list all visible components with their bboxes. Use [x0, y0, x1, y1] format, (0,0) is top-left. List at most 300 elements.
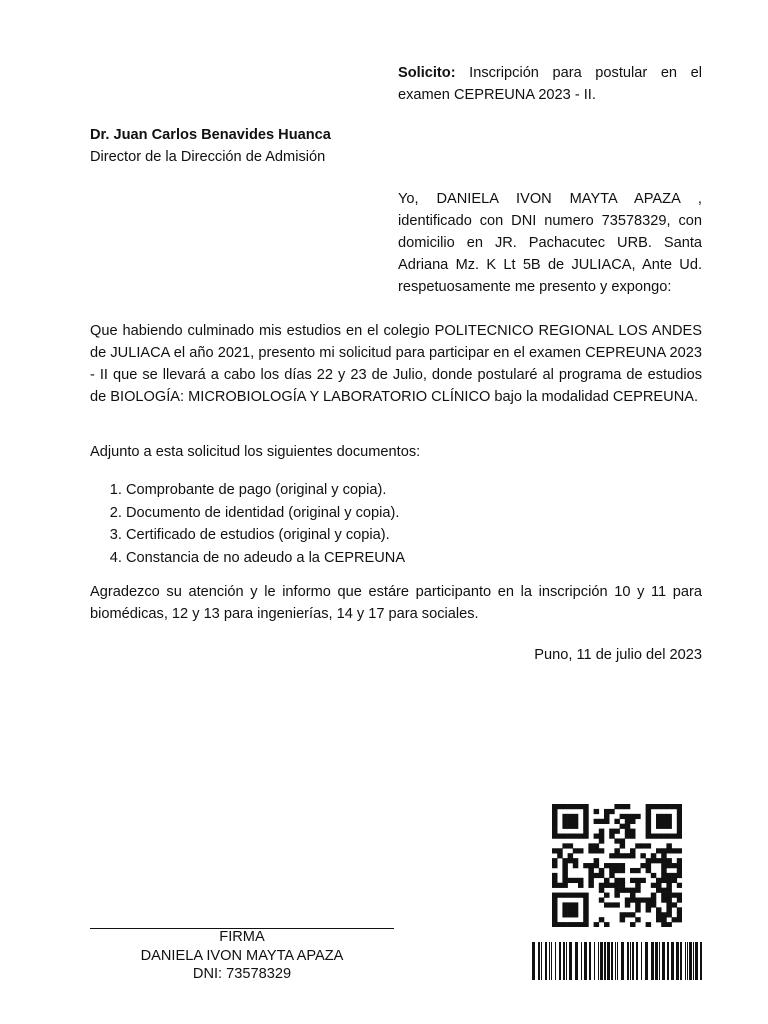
- qr-module: [583, 912, 589, 917]
- qr-module: [646, 824, 652, 829]
- qr-module: [588, 873, 594, 878]
- closing-paragraph: Agradezco su atención y le informo que estáre participanto en la inscripción 10 y 11 para biomédicas, 12 y 13 para ingenierías, 14 y 17 para sociales.: [90, 584, 702, 622]
- qr-module: [666, 907, 672, 912]
- qr-module: [625, 804, 631, 809]
- qr-module: [609, 834, 615, 839]
- qr-module: [594, 922, 600, 927]
- qr-module: [635, 868, 641, 873]
- qr-module: [599, 829, 605, 834]
- qr-module: [661, 897, 667, 902]
- qr-module: [552, 893, 558, 898]
- qr-module: [594, 848, 600, 853]
- qr-module: [666, 922, 672, 927]
- qr-module: [672, 893, 678, 898]
- qr-module: [583, 893, 589, 898]
- qr-module: [562, 868, 568, 873]
- barcode-bar: [659, 942, 660, 980]
- qr-module: [646, 809, 652, 814]
- qr-module: [640, 843, 646, 848]
- qr-module: [562, 912, 568, 917]
- qr-module: [661, 873, 667, 878]
- qr-module: [640, 878, 646, 883]
- qr-module: [677, 917, 682, 922]
- barcode-bar: [685, 942, 686, 980]
- qr-module: [672, 804, 678, 809]
- qr-module: [656, 824, 662, 829]
- qr-module: [568, 824, 574, 829]
- qr-module: [594, 873, 600, 878]
- barcode-bar: [589, 942, 591, 980]
- qr-module: [661, 868, 667, 873]
- qr-module: [640, 863, 646, 868]
- qr-module: [656, 848, 662, 853]
- qr-module: [677, 819, 682, 824]
- qr-module: [651, 893, 657, 898]
- qr-module: [562, 873, 568, 878]
- attachment-item: 4. Constancia de no adeudo a la CEPREUNA: [126, 547, 738, 570]
- qr-module: [552, 824, 558, 829]
- qr-module: [588, 848, 594, 853]
- qr-module: [625, 912, 631, 917]
- qr-module: [614, 893, 620, 898]
- qr-module: [625, 824, 631, 829]
- qr-module: [666, 834, 672, 839]
- qr-module: [578, 893, 584, 898]
- qr-module: [573, 893, 579, 898]
- barcode-bar: [687, 942, 688, 980]
- qr-module: [614, 863, 620, 868]
- qr-module: [677, 809, 682, 814]
- qr-module: [635, 907, 641, 912]
- qr-module: [599, 897, 605, 902]
- qr-module: [651, 858, 657, 863]
- qr-module: [562, 824, 568, 829]
- qr-module: [552, 902, 558, 907]
- qr-module: [630, 878, 636, 883]
- qr-module: [552, 863, 558, 868]
- barcode-bar: [651, 942, 654, 980]
- qr-module: [666, 873, 672, 878]
- barcode-bar: [611, 942, 613, 980]
- signer-name: DANIELA IVON MAYTA APAZA: [140, 947, 344, 964]
- qr-module: [666, 804, 672, 809]
- qr-module: [646, 829, 652, 834]
- qr-module: [562, 922, 568, 927]
- qr-module: [573, 907, 579, 912]
- qr-module: [562, 858, 568, 863]
- barcode-bar: [549, 942, 550, 980]
- qr-module: [562, 893, 568, 898]
- qr-module: [630, 922, 636, 927]
- qr-module: [552, 804, 558, 809]
- qr-module: [614, 902, 620, 907]
- qr-module: [630, 893, 636, 898]
- qr-module: [614, 848, 620, 853]
- qr-module: [562, 834, 568, 839]
- qr-module: [630, 853, 636, 858]
- qr-module: [646, 814, 652, 819]
- qr-module: [677, 912, 682, 917]
- qr-module: [666, 824, 672, 829]
- qr-module: [594, 863, 600, 868]
- qr-module: [620, 843, 626, 848]
- qr-module: [672, 902, 678, 907]
- qr-module: [583, 809, 589, 814]
- qr-module: [594, 834, 600, 839]
- qr-module: [599, 917, 605, 922]
- qr-module: [588, 883, 594, 888]
- qr-module: [573, 863, 579, 868]
- qr-module: [646, 804, 652, 809]
- qr-module: [614, 888, 620, 893]
- qr-module: [573, 858, 579, 863]
- qr-module: [599, 883, 605, 888]
- qr-module: [677, 868, 682, 873]
- qr-module: [646, 858, 652, 863]
- qr-module: [672, 863, 678, 868]
- qr-module: [578, 834, 584, 839]
- qr-module: [614, 868, 620, 873]
- qr-module: [666, 814, 672, 819]
- recipient-title: Director de la Dirección de Admisión: [90, 149, 326, 165]
- qr-module: [677, 883, 682, 888]
- qr-module: [562, 814, 568, 819]
- qr-module: [672, 878, 678, 883]
- qr-module: [604, 814, 610, 819]
- qr-code: [552, 804, 682, 927]
- attachment-item: 1. Comprobante de pago (original y copia).: [126, 479, 738, 502]
- qr-module: [625, 814, 631, 819]
- barcode-bar: [598, 942, 599, 980]
- qr-module: [562, 907, 568, 912]
- qr-module: [646, 868, 652, 873]
- barcode-bar: [645, 942, 648, 980]
- qr-module: [672, 917, 678, 922]
- barcode-bar: [532, 942, 535, 980]
- barcode-bar: [575, 942, 578, 980]
- qr-module: [588, 878, 594, 883]
- qr-module: [620, 824, 626, 829]
- qr-module: [568, 907, 574, 912]
- qr-module: [630, 829, 636, 834]
- body-paragraph: Que habiendo culminado mis estudios en el colegio POLITECNICO REGIONAL LOS ANDES de JULIACA el año 2021, presento mi solicitud para participar en el examen CEPREUNA 2023 - II que se llevará a cabo los días 22 y 23 de Julio, donde postularé al programa de estudios de BIOLOGÍA: MICROBIOLOGÍA Y LABORATORIO CLÍNICO bajo la modalidad CEPREUNA.: [90, 323, 702, 405]
- qr-module: [557, 848, 563, 853]
- barcode-bar: [636, 942, 638, 980]
- qr-module: [656, 907, 662, 912]
- qr-module: [666, 893, 672, 898]
- qr-module: [620, 883, 626, 888]
- qr-module: [614, 878, 620, 883]
- barcode-bar: [617, 942, 618, 980]
- qr-module: [661, 878, 667, 883]
- qr-module: [677, 814, 682, 819]
- qr-module: [661, 863, 667, 868]
- qr-module: [666, 843, 672, 848]
- attachments-intro: Adjunto a esta solicitud los siguientes documentos:: [90, 444, 421, 460]
- qr-module: [661, 922, 667, 927]
- qr-module: [604, 863, 610, 868]
- qr-module: [573, 878, 579, 883]
- qr-module: [630, 819, 636, 824]
- qr-module: [583, 814, 589, 819]
- qr-module: [573, 922, 579, 927]
- qr-module: [557, 883, 563, 888]
- qr-module: [646, 843, 652, 848]
- qr-module: [609, 902, 615, 907]
- qr-module: [583, 902, 589, 907]
- qr-module: [557, 922, 563, 927]
- qr-module: [552, 829, 558, 834]
- qr-module: [609, 868, 615, 873]
- barcode-bar: [700, 942, 702, 980]
- qr-module: [620, 917, 626, 922]
- barcode-bar: [662, 942, 665, 980]
- qr-module: [562, 878, 568, 883]
- qr-module: [568, 858, 574, 863]
- qr-module: [568, 902, 574, 907]
- barcode-bar: [695, 942, 698, 980]
- qr-module: [661, 853, 667, 858]
- qr-module: [552, 907, 558, 912]
- qr-module: [604, 819, 610, 824]
- qr-module: [630, 912, 636, 917]
- recipient-block: [90, 124, 490, 168]
- qr-module: [635, 878, 641, 883]
- qr-module: [635, 897, 641, 902]
- qr-module: [604, 893, 610, 898]
- qr-module: [599, 873, 605, 878]
- qr-module: [620, 912, 626, 917]
- qr-module: [656, 819, 662, 824]
- qr-module: [677, 863, 682, 868]
- qr-module: [614, 819, 620, 824]
- qr-module: [672, 834, 678, 839]
- qr-module: [646, 819, 652, 824]
- qr-module: [666, 848, 672, 853]
- qr-module: [562, 902, 568, 907]
- qr-module: [661, 893, 667, 898]
- barcode: [532, 942, 702, 980]
- qr-module: [661, 848, 667, 853]
- qr-module: [552, 819, 558, 824]
- qr-module: [677, 873, 682, 878]
- qr-module: [568, 878, 574, 883]
- qr-module: [562, 863, 568, 868]
- qr-module: [609, 863, 615, 868]
- qr-module: [661, 819, 667, 824]
- qr-module: [562, 883, 568, 888]
- qr-module: [620, 838, 626, 843]
- qr-module: [656, 858, 662, 863]
- qr-module: [604, 902, 610, 907]
- qr-module: [646, 863, 652, 868]
- qr-module: [568, 893, 574, 898]
- qr-module: [651, 873, 657, 878]
- attachment-item: 2. Documento de identidad (original y copia).: [126, 502, 738, 525]
- qr-module: [573, 819, 579, 824]
- qr-module: [646, 922, 652, 927]
- qr-module: [672, 873, 678, 878]
- barcode-bar: [600, 942, 603, 980]
- qr-module: [656, 804, 662, 809]
- qr-module: [630, 868, 636, 873]
- qr-module: [552, 834, 558, 839]
- qr-module: [677, 829, 682, 834]
- qr-module: [557, 853, 563, 858]
- qr-module: [661, 824, 667, 829]
- qr-module: [578, 804, 584, 809]
- barcode-bar: [676, 942, 679, 980]
- qr-module: [583, 922, 589, 927]
- qr-module: [583, 824, 589, 829]
- qr-module: [646, 907, 652, 912]
- qr-module: [630, 848, 636, 853]
- qr-module: [630, 897, 636, 902]
- applicant-intro: Yo, DANIELA IVON MAYTA APAZA , identificado con DNI numero 73578329, con domicilio en JR. Pachacutec URB. Santa Adriana Mz. K Lt 5B de JULIACA, Ante Ud. respetuosamente me presento y expongo:: [398, 191, 702, 295]
- qr-module: [583, 804, 589, 809]
- qr-module: [625, 834, 631, 839]
- qr-module: [625, 888, 631, 893]
- barcode-bar: [545, 942, 547, 980]
- qr-module: [568, 814, 574, 819]
- qr-module: [568, 922, 574, 927]
- qr-module: [568, 819, 574, 824]
- barcode-bar: [671, 942, 674, 980]
- qr-module: [604, 878, 610, 883]
- qr-module: [625, 819, 631, 824]
- qr-module: [594, 843, 600, 848]
- qr-module: [620, 814, 626, 819]
- barcode-bar: [581, 942, 582, 980]
- qr-module: [666, 863, 672, 868]
- qr-module: [640, 853, 646, 858]
- qr-module: [646, 902, 652, 907]
- qr-module: [552, 883, 558, 888]
- qr-module: [620, 888, 626, 893]
- qr-module: [552, 922, 558, 927]
- barcode-bar: [621, 942, 624, 980]
- date-line: Puno, 11 de julio del 2023: [534, 647, 702, 663]
- barcode-bar: [667, 942, 669, 980]
- qr-module: [677, 848, 682, 853]
- qr-module: [656, 814, 662, 819]
- qr-module: [656, 912, 662, 917]
- qr-module: [656, 878, 662, 883]
- signature-label: FIRMA: [219, 929, 265, 945]
- request-label: Solicito:: [398, 65, 456, 81]
- qr-module: [583, 819, 589, 824]
- qr-module: [635, 883, 641, 888]
- qr-module: [677, 834, 682, 839]
- qr-module: [552, 897, 558, 902]
- qr-module: [599, 848, 605, 853]
- qr-module: [640, 897, 646, 902]
- qr-module: [630, 834, 636, 839]
- qr-module: [552, 917, 558, 922]
- qr-module: [661, 917, 667, 922]
- qr-module: [599, 834, 605, 839]
- qr-module: [568, 912, 574, 917]
- qr-module: [620, 863, 626, 868]
- qr-module: [604, 922, 610, 927]
- qr-module: [661, 804, 667, 809]
- barcode-bar: [566, 942, 567, 980]
- qr-module: [583, 917, 589, 922]
- qr-module: [609, 829, 615, 834]
- qr-module: [677, 897, 682, 902]
- qr-module: [599, 838, 605, 843]
- qr-module: [614, 829, 620, 834]
- qr-module: [562, 843, 568, 848]
- barcode-bar: [607, 942, 610, 980]
- qr-module: [651, 897, 657, 902]
- qr-module: [604, 809, 610, 814]
- qr-module: [620, 878, 626, 883]
- qr-module: [552, 814, 558, 819]
- qr-module: [635, 917, 641, 922]
- qr-module: [666, 883, 672, 888]
- qr-module: [614, 804, 620, 809]
- qr-module: [656, 888, 662, 893]
- qr-module: [557, 834, 563, 839]
- qr-module: [552, 873, 558, 878]
- qr-module: [588, 863, 594, 868]
- qr-module: [604, 883, 610, 888]
- qr-module: [635, 902, 641, 907]
- qr-module: [614, 838, 620, 843]
- barcode-bar: [689, 942, 692, 980]
- qr-module: [666, 888, 672, 893]
- signature-block: [90, 928, 394, 984]
- qr-module: [666, 819, 672, 824]
- qr-module: [583, 829, 589, 834]
- qr-module: [609, 873, 615, 878]
- barcode-bar: [630, 942, 631, 980]
- qr-module: [666, 878, 672, 883]
- barcode-bar: [555, 942, 556, 980]
- barcode-bar: [627, 942, 629, 980]
- barcode-bar: [541, 942, 542, 980]
- qr-module: [625, 902, 631, 907]
- qr-module: [609, 809, 615, 814]
- attachment-item: 3. Certificado de estudios (original y copia).: [126, 524, 738, 547]
- qr-module: [578, 883, 584, 888]
- qr-module: [583, 834, 589, 839]
- barcode-bar: [680, 942, 682, 980]
- qr-module: [666, 897, 672, 902]
- recipient-name: Dr. Juan Carlos Benavides Huanca: [90, 127, 331, 143]
- barcode-bar: [559, 942, 561, 980]
- qr-module: [594, 809, 600, 814]
- qr-module: [666, 858, 672, 863]
- qr-module: [557, 804, 563, 809]
- qr-module: [620, 868, 626, 873]
- qr-module: [557, 893, 563, 898]
- request-text: Inscripción para postular en el examen CEPREUNA 2023 - II.: [398, 65, 702, 103]
- qr-module: [573, 834, 579, 839]
- signer-dni: DNI: 73578329: [192, 966, 292, 982]
- qr-module: [620, 853, 626, 858]
- barcode-bar: [693, 942, 694, 980]
- qr-module: [672, 848, 678, 853]
- qr-module: [677, 804, 682, 809]
- qr-module: [578, 922, 584, 927]
- qr-module: [651, 834, 657, 839]
- qr-module: [552, 858, 558, 863]
- qr-module: [625, 853, 631, 858]
- qr-module: [646, 897, 652, 902]
- qr-module: [552, 912, 558, 917]
